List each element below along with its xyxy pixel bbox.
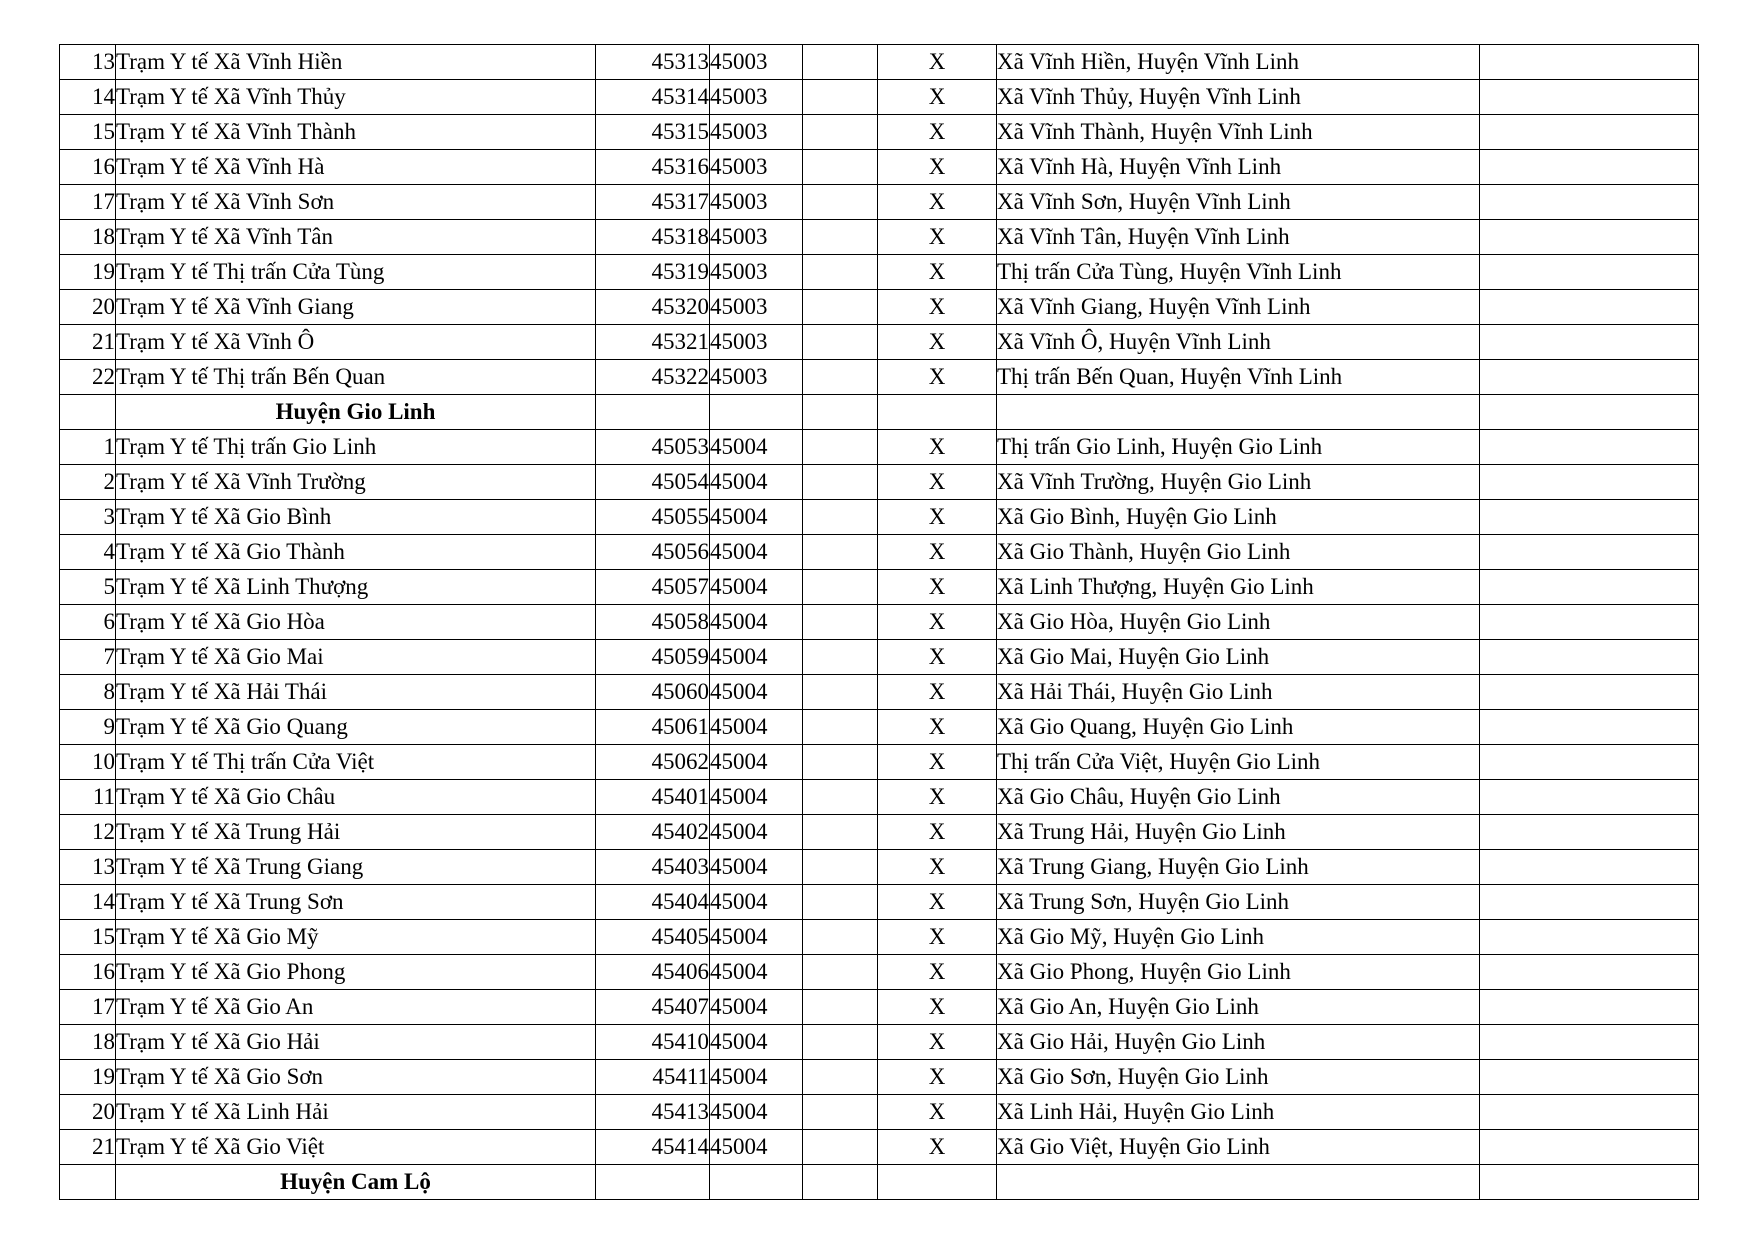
mark-x: X (878, 605, 997, 640)
table-row (60, 255, 1699, 290)
note-cell (1480, 570, 1699, 605)
blank-cell (803, 360, 878, 395)
blank-cell (803, 80, 878, 115)
facility-code: 45322 (596, 360, 710, 395)
facility-address: Thị trấn Bến Quan, Huyện Vĩnh Linh (997, 360, 1480, 395)
row-number: 18 (60, 1025, 116, 1060)
blank-cell (803, 1025, 878, 1060)
blank-cell (803, 570, 878, 605)
blank-cell (803, 1130, 878, 1165)
table-row (60, 745, 1699, 780)
parent-code: 45004 (710, 535, 803, 570)
mark-x: X (878, 430, 997, 465)
note-cell (1480, 990, 1699, 1025)
blank-cell (803, 780, 878, 815)
note-cell (1480, 675, 1699, 710)
facility-code: 45319 (596, 255, 710, 290)
facility-name: Trạm Y tế Xã Gio Việt (116, 1130, 596, 1165)
table-row (60, 150, 1699, 185)
mark-x: X (878, 885, 997, 920)
facility-name: Trạm Y tế Xã Gio Sơn (116, 1060, 596, 1095)
row-number: 20 (60, 290, 116, 325)
district-name: Huyện Gio Linh (116, 395, 596, 430)
facility-code: 45403 (596, 850, 710, 885)
facility-address: Xã Gio Châu, Huyện Gio Linh (997, 780, 1480, 815)
facility-code: 45055 (596, 500, 710, 535)
mark-x: X (878, 710, 997, 745)
blank-cell (803, 605, 878, 640)
row-number: 17 (60, 990, 116, 1025)
facility-code: 45061 (596, 710, 710, 745)
mark-x: X (878, 640, 997, 675)
facility-name: Trạm Y tế Xã Gio Hải (116, 1025, 596, 1060)
facility-address: Thị trấn Cửa Tùng, Huyện Vĩnh Linh (997, 255, 1480, 290)
facility-code: 45053 (596, 430, 710, 465)
facility-code: 45062 (596, 745, 710, 780)
mark-x: X (878, 1095, 997, 1130)
note-cell (1480, 255, 1699, 290)
facility-address: Xã Vĩnh Hiền, Huyện Vĩnh Linh (997, 45, 1480, 80)
mark-x: X (878, 780, 997, 815)
parent-code: 45003 (710, 220, 803, 255)
table-row (60, 850, 1699, 885)
facility-code (596, 1165, 710, 1200)
blank-cell (803, 395, 878, 430)
row-number: 21 (60, 1130, 116, 1165)
facility-address: Xã Trung Giang, Huyện Gio Linh (997, 850, 1480, 885)
note-cell (1480, 710, 1699, 745)
parent-code: 45003 (710, 290, 803, 325)
facility-address: Xã Hải Thái, Huyện Gio Linh (997, 675, 1480, 710)
row-number: 20 (60, 1095, 116, 1130)
district-header-row (60, 1165, 1699, 1200)
table-row (60, 605, 1699, 640)
facility-code: 45317 (596, 185, 710, 220)
facility-address: Xã Gio Phong, Huyện Gio Linh (997, 955, 1480, 990)
facility-code: 45313 (596, 45, 710, 80)
note-cell (1480, 605, 1699, 640)
parent-code: 45004 (710, 500, 803, 535)
parent-code: 45004 (710, 430, 803, 465)
mark-x: X (878, 535, 997, 570)
blank-cell (803, 45, 878, 80)
note-cell (1480, 920, 1699, 955)
facility-code: 45404 (596, 885, 710, 920)
facility-code: 45405 (596, 920, 710, 955)
facility-address: Xã Vĩnh Ô, Huyện Vĩnh Linh (997, 325, 1480, 360)
facility-address: Xã Gio Hòa, Huyện Gio Linh (997, 605, 1480, 640)
blank-cell (803, 220, 878, 255)
parent-code: 45004 (710, 1130, 803, 1165)
mark-x: X (878, 1130, 997, 1165)
table-row (60, 115, 1699, 150)
facility-code: 45406 (596, 955, 710, 990)
facility-address: Xã Gio An, Huyện Gio Linh (997, 990, 1480, 1025)
mark-x: X (878, 45, 997, 80)
note-cell (1480, 325, 1699, 360)
mark-x: X (878, 360, 997, 395)
table-row (60, 990, 1699, 1025)
facility-name: Trạm Y tế Xã Hải Thái (116, 675, 596, 710)
facility-code: 45414 (596, 1130, 710, 1165)
row-number (60, 395, 116, 430)
facility-address (997, 395, 1480, 430)
facility-name: Trạm Y tế Xã Vĩnh Hiền (116, 45, 596, 80)
facility-name: Trạm Y tế Xã Gio Thành (116, 535, 596, 570)
district-header-row (60, 395, 1699, 430)
facility-name: Trạm Y tế Xã Trung Giang (116, 850, 596, 885)
note-cell (1480, 850, 1699, 885)
mark-x: X (878, 500, 997, 535)
blank-cell (803, 955, 878, 990)
row-number: 2 (60, 465, 116, 500)
parent-code (710, 395, 803, 430)
facility-address: Thị trấn Gio Linh, Huyện Gio Linh (997, 430, 1480, 465)
table-row (60, 955, 1699, 990)
facility-code (596, 395, 710, 430)
parent-code: 45004 (710, 815, 803, 850)
note-cell (1480, 45, 1699, 80)
facility-address: Xã Gio Việt, Huyện Gio Linh (997, 1130, 1480, 1165)
blank-cell (803, 255, 878, 290)
row-number: 4 (60, 535, 116, 570)
mark-x: X (878, 290, 997, 325)
facility-name: Trạm Y tế Xã Gio Mỹ (116, 920, 596, 955)
blank-cell (803, 185, 878, 220)
facility-address: Xã Gio Mỹ, Huyện Gio Linh (997, 920, 1480, 955)
note-cell (1480, 360, 1699, 395)
facility-address: Xã Linh Hải, Huyện Gio Linh (997, 1095, 1480, 1130)
row-number: 16 (60, 955, 116, 990)
facility-code: 45057 (596, 570, 710, 605)
mark-x (878, 1165, 997, 1200)
facility-code: 45402 (596, 815, 710, 850)
table-row (60, 500, 1699, 535)
row-number: 21 (60, 325, 116, 360)
facility-code: 45316 (596, 150, 710, 185)
note-cell (1480, 1025, 1699, 1060)
row-number: 14 (60, 80, 116, 115)
facility-code: 45407 (596, 990, 710, 1025)
facility-address: Xã Vĩnh Trường, Huyện Gio Linh (997, 465, 1480, 500)
parent-code: 45004 (710, 990, 803, 1025)
facility-name: Trạm Y tế Xã Vĩnh Hà (116, 150, 596, 185)
table-row (60, 570, 1699, 605)
note-cell (1480, 500, 1699, 535)
note-cell (1480, 885, 1699, 920)
blank-cell (803, 325, 878, 360)
row-number: 5 (60, 570, 116, 605)
facility-address: Xã Gio Hải, Huyện Gio Linh (997, 1025, 1480, 1060)
parent-code: 45004 (710, 1060, 803, 1095)
parent-code: 45003 (710, 115, 803, 150)
facility-table (59, 44, 1699, 1200)
row-number: 22 (60, 360, 116, 395)
parent-code: 45004 (710, 710, 803, 745)
facility-code: 45058 (596, 605, 710, 640)
parent-code: 45003 (710, 325, 803, 360)
parent-code: 45004 (710, 1095, 803, 1130)
parent-code: 45004 (710, 920, 803, 955)
mark-x: X (878, 850, 997, 885)
note-cell (1480, 815, 1699, 850)
table-row (60, 780, 1699, 815)
facility-table-body (60, 45, 1699, 1200)
facility-address: Xã Trung Sơn, Huyện Gio Linh (997, 885, 1480, 920)
facility-name: Trạm Y tế Xã Linh Thượng (116, 570, 596, 605)
facility-code: 45321 (596, 325, 710, 360)
blank-cell (803, 115, 878, 150)
note-cell (1480, 1130, 1699, 1165)
mark-x: X (878, 570, 997, 605)
blank-cell (803, 430, 878, 465)
row-number: 18 (60, 220, 116, 255)
note-cell (1480, 1165, 1699, 1200)
facility-address: Xã Vĩnh Tân, Huyện Vĩnh Linh (997, 220, 1480, 255)
table-row (60, 710, 1699, 745)
parent-code: 45004 (710, 605, 803, 640)
parent-code: 45004 (710, 780, 803, 815)
row-number: 13 (60, 850, 116, 885)
mark-x: X (878, 1025, 997, 1060)
table-row (60, 535, 1699, 570)
parent-code (710, 1165, 803, 1200)
blank-cell (803, 150, 878, 185)
table-row (60, 1060, 1699, 1095)
row-number (60, 1165, 116, 1200)
mark-x: X (878, 955, 997, 990)
facility-code: 45054 (596, 465, 710, 500)
facility-name: Trạm Y tế Xã Vĩnh Trường (116, 465, 596, 500)
parent-code: 45003 (710, 255, 803, 290)
blank-cell (803, 1165, 878, 1200)
mark-x: X (878, 150, 997, 185)
facility-address: Xã Vĩnh Thành, Huyện Vĩnh Linh (997, 115, 1480, 150)
table-row (60, 885, 1699, 920)
blank-cell (803, 850, 878, 885)
facility-address: Xã Gio Mai, Huyện Gio Linh (997, 640, 1480, 675)
mark-x: X (878, 220, 997, 255)
facility-address: Xã Trung Hải, Huyện Gio Linh (997, 815, 1480, 850)
facility-name: Trạm Y tế Xã Gio Bình (116, 500, 596, 535)
parent-code: 45004 (710, 745, 803, 780)
blank-cell (803, 920, 878, 955)
facility-address: Xã Linh Thượng, Huyện Gio Linh (997, 570, 1480, 605)
parent-code: 45003 (710, 150, 803, 185)
parent-code: 45004 (710, 675, 803, 710)
note-cell (1480, 640, 1699, 675)
blank-cell (803, 290, 878, 325)
mark-x: X (878, 1060, 997, 1095)
facility-address: Xã Gio Quang, Huyện Gio Linh (997, 710, 1480, 745)
note-cell (1480, 220, 1699, 255)
note-cell (1480, 430, 1699, 465)
facility-address: Xã Vĩnh Thủy, Huyện Vĩnh Linh (997, 80, 1480, 115)
parent-code: 45004 (710, 1025, 803, 1060)
facility-name: Trạm Y tế Xã Gio An (116, 990, 596, 1025)
table-row (60, 360, 1699, 395)
facility-name: Trạm Y tế Xã Gio Quang (116, 710, 596, 745)
facility-name: Trạm Y tế Xã Vĩnh Thành (116, 115, 596, 150)
mark-x: X (878, 255, 997, 290)
facility-name: Trạm Y tế Thị trấn Cửa Tùng (116, 255, 596, 290)
mark-x: X (878, 185, 997, 220)
table-row (60, 675, 1699, 710)
parent-code: 45003 (710, 45, 803, 80)
facility-code: 45056 (596, 535, 710, 570)
table-row (60, 290, 1699, 325)
table-row (60, 1130, 1699, 1165)
mark-x: X (878, 990, 997, 1025)
parent-code: 45004 (710, 640, 803, 675)
table-row (60, 185, 1699, 220)
table-row (60, 220, 1699, 255)
facility-address: Xã Gio Thành, Huyện Gio Linh (997, 535, 1480, 570)
facility-name: Trạm Y tế Xã Linh Hải (116, 1095, 596, 1130)
row-number: 15 (60, 115, 116, 150)
blank-cell (803, 990, 878, 1025)
facility-name: Trạm Y tế Xã Vĩnh Sơn (116, 185, 596, 220)
blank-cell (803, 535, 878, 570)
facility-name: Trạm Y tế Xã Gio Châu (116, 780, 596, 815)
blank-cell (803, 640, 878, 675)
facility-name: Trạm Y tế Thị trấn Gio Linh (116, 430, 596, 465)
table-row (60, 430, 1699, 465)
facility-address: Xã Vĩnh Hà, Huyện Vĩnh Linh (997, 150, 1480, 185)
note-cell (1480, 185, 1699, 220)
facility-code: 45315 (596, 115, 710, 150)
mark-x: X (878, 920, 997, 955)
mark-x: X (878, 115, 997, 150)
parent-code: 45003 (710, 185, 803, 220)
table-row (60, 815, 1699, 850)
row-number: 3 (60, 500, 116, 535)
note-cell (1480, 1095, 1699, 1130)
facility-code: 45320 (596, 290, 710, 325)
row-number: 8 (60, 675, 116, 710)
parent-code: 45004 (710, 885, 803, 920)
blank-cell (803, 815, 878, 850)
note-cell (1480, 535, 1699, 570)
facility-code: 45059 (596, 640, 710, 675)
facility-name: Trạm Y tế Xã Trung Sơn (116, 885, 596, 920)
mark-x: X (878, 80, 997, 115)
mark-x: X (878, 675, 997, 710)
table-row (60, 1025, 1699, 1060)
facility-name: Trạm Y tế Xã Gio Phong (116, 955, 596, 990)
facility-code: 45401 (596, 780, 710, 815)
row-number: 9 (60, 710, 116, 745)
mark-x: X (878, 815, 997, 850)
mark-x: X (878, 325, 997, 360)
facility-code: 45060 (596, 675, 710, 710)
row-number: 19 (60, 1060, 116, 1095)
facility-code: 45411 (596, 1060, 710, 1095)
facility-address: Xã Gio Sơn, Huyện Gio Linh (997, 1060, 1480, 1095)
note-cell (1480, 465, 1699, 500)
note-cell (1480, 955, 1699, 990)
mark-x: X (878, 745, 997, 780)
blank-cell (803, 675, 878, 710)
facility-address: Thị trấn Cửa Việt, Huyện Gio Linh (997, 745, 1480, 780)
blank-cell (803, 1060, 878, 1095)
facility-name: Trạm Y tế Xã Vĩnh Giang (116, 290, 596, 325)
blank-cell (803, 1095, 878, 1130)
facility-name: Trạm Y tế Xã Gio Hòa (116, 605, 596, 640)
facility-name: Trạm Y tế Xã Vĩnh Tân (116, 220, 596, 255)
row-number: 19 (60, 255, 116, 290)
row-number: 13 (60, 45, 116, 80)
parent-code: 45004 (710, 955, 803, 990)
row-number: 14 (60, 885, 116, 920)
parent-code: 45004 (710, 465, 803, 500)
facility-code: 45314 (596, 80, 710, 115)
facility-name: Trạm Y tế Xã Vĩnh Thủy (116, 80, 596, 115)
facility-name: Trạm Y tế Thị trấn Cửa Việt (116, 745, 596, 780)
facility-code: 45318 (596, 220, 710, 255)
row-number: 15 (60, 920, 116, 955)
facility-code: 45410 (596, 1025, 710, 1060)
table-row (60, 1095, 1699, 1130)
note-cell (1480, 115, 1699, 150)
table-row (60, 325, 1699, 360)
table-row (60, 465, 1699, 500)
parent-code: 45004 (710, 850, 803, 885)
facility-name: Trạm Y tế Xã Gio Mai (116, 640, 596, 675)
row-number: 12 (60, 815, 116, 850)
row-number: 7 (60, 640, 116, 675)
facility-code: 45413 (596, 1095, 710, 1130)
table-row (60, 80, 1699, 115)
facility-address: Xã Gio Bình, Huyện Gio Linh (997, 500, 1480, 535)
table-row (60, 45, 1699, 80)
note-cell (1480, 80, 1699, 115)
note-cell (1480, 780, 1699, 815)
parent-code: 45003 (710, 80, 803, 115)
blank-cell (803, 745, 878, 780)
note-cell (1480, 395, 1699, 430)
parent-code: 45004 (710, 570, 803, 605)
blank-cell (803, 500, 878, 535)
parent-code: 45003 (710, 360, 803, 395)
row-number: 6 (60, 605, 116, 640)
blank-cell (803, 465, 878, 500)
facility-name: Trạm Y tế Xã Trung Hải (116, 815, 596, 850)
table-row (60, 640, 1699, 675)
row-number: 11 (60, 780, 116, 815)
facility-name: Trạm Y tế Thị trấn Bến Quan (116, 360, 596, 395)
row-number: 16 (60, 150, 116, 185)
note-cell (1480, 1060, 1699, 1095)
row-number: 1 (60, 430, 116, 465)
table-row (60, 920, 1699, 955)
blank-cell (803, 710, 878, 745)
district-name: Huyện Cam Lộ (116, 1165, 596, 1200)
mark-x (878, 395, 997, 430)
note-cell (1480, 290, 1699, 325)
facility-address (997, 1165, 1480, 1200)
blank-cell (803, 885, 878, 920)
facility-name: Trạm Y tế Xã Vĩnh Ô (116, 325, 596, 360)
note-cell (1480, 150, 1699, 185)
row-number: 10 (60, 745, 116, 780)
facility-address: Xã Vĩnh Giang, Huyện Vĩnh Linh (997, 290, 1480, 325)
note-cell (1480, 745, 1699, 780)
row-number: 17 (60, 185, 116, 220)
facility-address: Xã Vĩnh Sơn, Huyện Vĩnh Linh (997, 185, 1480, 220)
mark-x: X (878, 465, 997, 500)
